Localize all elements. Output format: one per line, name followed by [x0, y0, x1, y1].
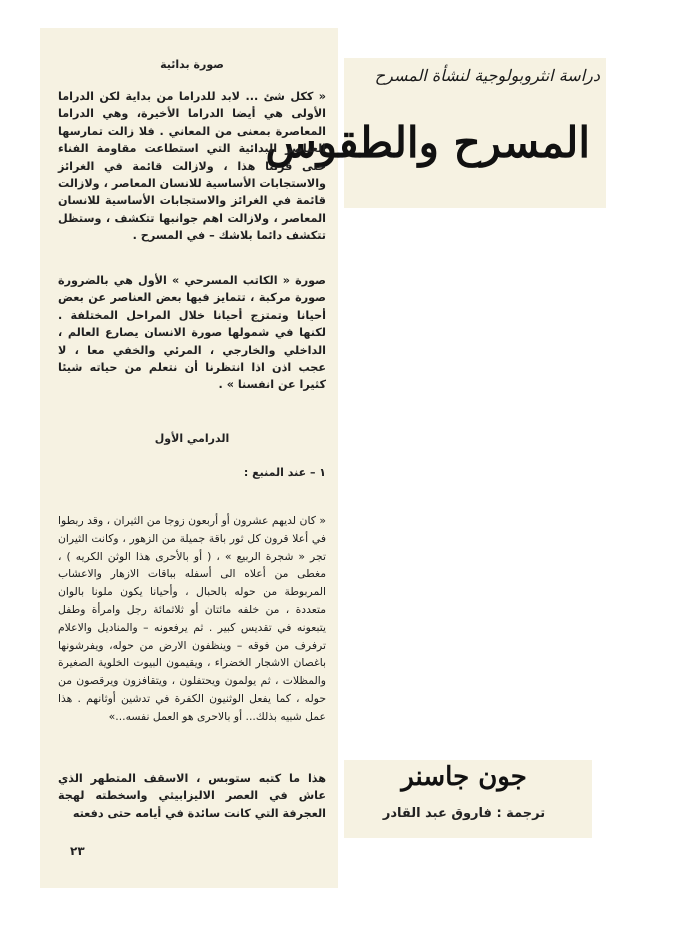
closing-paragraph-text: هذا ما كتبه ستوبس ، الاسقف المتطهر الذي عاش في العصر الاليزابيثي واسخطته لهجة العجرفة التي كانت سائدة في أيامه حتى دفعته [58, 772, 326, 820]
quote-paragraph-text: « كان لديهم عشرون أو أربعون زوجا من الثيران ، وقد ربطوا في أعلا قرون كل ثور باقة جميلة من الزهور ، وكانت الثيران تجر « شجرة الربيع » ، ( أو بالأحرى هذا الوثن الكريه ) ، مغطى من أعلاه الى أسفله بباقات الازهار والاعشاب المربوطة من حوله بالحبال ، وأحيانا يكون ملونا بالوان متعددة ، من خلفه مائتان أو ثلاثمائة رجل وامرأة وطفل يتبعونه في تقديس كبير . ثم يرفعونه – والمناديل والاعلام ترفرف من فوقه – وينظفون الارض من حوله، ويفرشونها باغصان الاشجار الخضراء ، ويقيمون البيوت الخلوية الصغيرة والمظلات ، ثم يولمون ويحتفلون ، ويتقافزون ويرقصون من حوله ، كما يفعل الوثنيون الكفرة في تدشين أوثانهم . هذا عمل شبيه بذلك... أو بالاحرى هو العمل نفسه...» [58, 514, 326, 723]
second-paragraph [58, 272, 326, 394]
article-title: المسرح والطقوس [265, 118, 590, 167]
scan-margin [0, 0, 40, 926]
closing-paragraph [58, 770, 326, 822]
section-heading-intro: صورة بدائية [160, 58, 224, 71]
article-kicker: دراسة انثروبولوجية لنشأة المسرح [374, 66, 600, 85]
quote-paragraph [58, 512, 326, 726]
second-paragraph-text: صورة « الكاتب المسرحي » الأول هي بالضرورة صورة مركبة ، تتمايز فيها بعض العناصر عن بعض أحيانا وتمتزج أحيانا خلال المراحل المختلفة . لكنها في شمولها صورة الانسان يصارع العالم ، الداخلي والخارجي ، المرئي والخفي معا ، لا عجب اذن اذا انتظرنا أن نتعلم من حياته شيئا كثيرا عن انفسنا » . [58, 274, 326, 392]
translator-credit: ترجمة : فاروق عبد القادر [382, 806, 546, 821]
intro-paragraph [58, 88, 326, 245]
section-heading-first-dramatist: الدرامي الأول [154, 432, 230, 445]
subsection-heading-source: ١ – عند المنبع : [243, 466, 326, 479]
page-number: ٢٣ [70, 844, 85, 858]
intro-paragraph-text: « ككل شئ ... لابد للدراما من بداية لكن الدراما الأولى هي أيضا الدراما الأخيرة، وهي الدراما المعاصرة بمعنى من المعاني . فلا زالت تمارسها العناصر البدائية التي استطاعت مقاومة الفناء حتى قرننا هذا ، ولازالت قائمة في الغرائز والاستجابات الأساسية للانسان المعاصر ، ولازالت قائمة في الغرائز والاستجابات الأساسية للانسان المعاصر ، ولازالت اهم جوانبها تتكشف ، وستظل تتكشف دائما بلاشك – في المسرح . [58, 90, 326, 243]
author-name: جون جاسنر [401, 762, 527, 792]
